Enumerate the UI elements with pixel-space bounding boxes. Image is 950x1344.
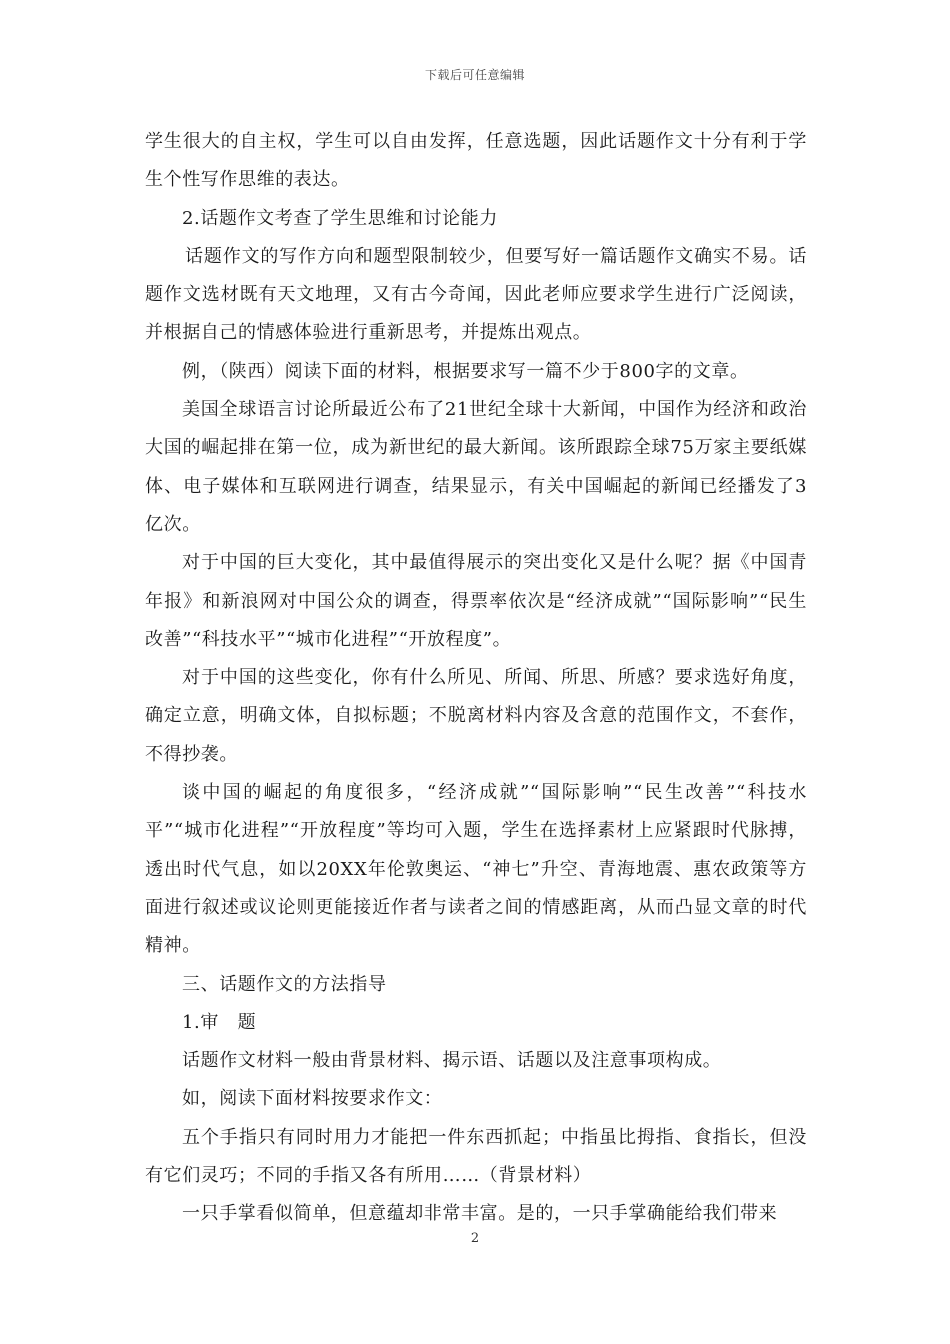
page-number: 2 [470, 1231, 480, 1246]
paragraph: 美国全球语言讨论所最近公布了21世纪全球十大新闻，中国作为经济和政治大国的崛起排在第一位，成为新世纪的最大新闻。该所跟踪全球75万家主要纸媒体、电子媒体和互联网进行调查，结果显示，有关中国崛起的新闻已经播发了3亿次。 [145, 399, 807, 535]
page-header: 下载后可任意编辑 [424, 68, 525, 82]
paragraph: 如，阅读下面材料按要求作文： [182, 1088, 443, 1110]
paragraph: 话题作文材料一般由背景材料、揭示语、话题以及注意事项构成。 [182, 1050, 722, 1072]
subsection-heading-1: 1.审 题 [182, 1011, 257, 1033]
paragraph: 对于中国的巨大变化，其中最值得展示的突出变化又是什么呢？据《中国青年报》和新浪网对中国公众的调查，得票率依次是“经济成就”“国际影响”“民生改善”“科技水平”“城市化进程”“开放程度”。 [145, 552, 807, 650]
paragraph-continuation: 学生很大的自主权，学生可以自由发挥，任意选题，因此话题作文十分有利于学生个性写作思维的表达。 [145, 131, 807, 191]
section-heading-2: 2.话题作文考查了学生思维和讨论能力 [182, 207, 498, 229]
section-heading-3: 三、话题作文的方法指导 [182, 973, 387, 995]
paragraph: 话题作文的写作方向和题型限制较少，但要写好一篇话题作文确实不易。话题作文选材既有天文地理，又有古今奇闻，因此老师应要求学生进行广泛阅读，并根据自己的情感体验进行重新思考，并提炼出观点。 [145, 245, 807, 344]
paragraph: 一只手掌看似简单，但意蕴却非常丰富。是的，一只手掌确能给我们带来 [182, 1203, 778, 1225]
paragraph: 对于中国的这些变化，你有什么所见、所闻、所思、所感？要求选好角度，确定立意，明确文体，自拟标题；不脱离材料内容及含意的范围作文，不套作，不得抄袭。 [145, 667, 807, 765]
example-prompt: 例，（陕西）阅读下面的材料，根据要求写一篇不少于800字的文章。 [182, 360, 749, 382]
paragraph: 谈中国的崛起的角度很多，“经济成就”“国际影响”“民生改善”“科技水平”“城市化进程”“开放程度”等均可入题，学生在选择素材上应紧跟时代脉搏，透出时代气息，如以20XX年伦敦奥运、“神七”升空、青海地震、惠农政策等方面进行叙述或议论则更能接近作者与读者之间的情感距离，从而凸显文章的时代精神。 [145, 782, 807, 957]
document-body [145, 123, 807, 1234]
paragraph: 五个手指只有同时用力才能把一件东西抓起；中指虽比拇指、食指长，但没有它们灵巧；不同的手指又各有所用……（背景材料） [145, 1126, 807, 1187]
